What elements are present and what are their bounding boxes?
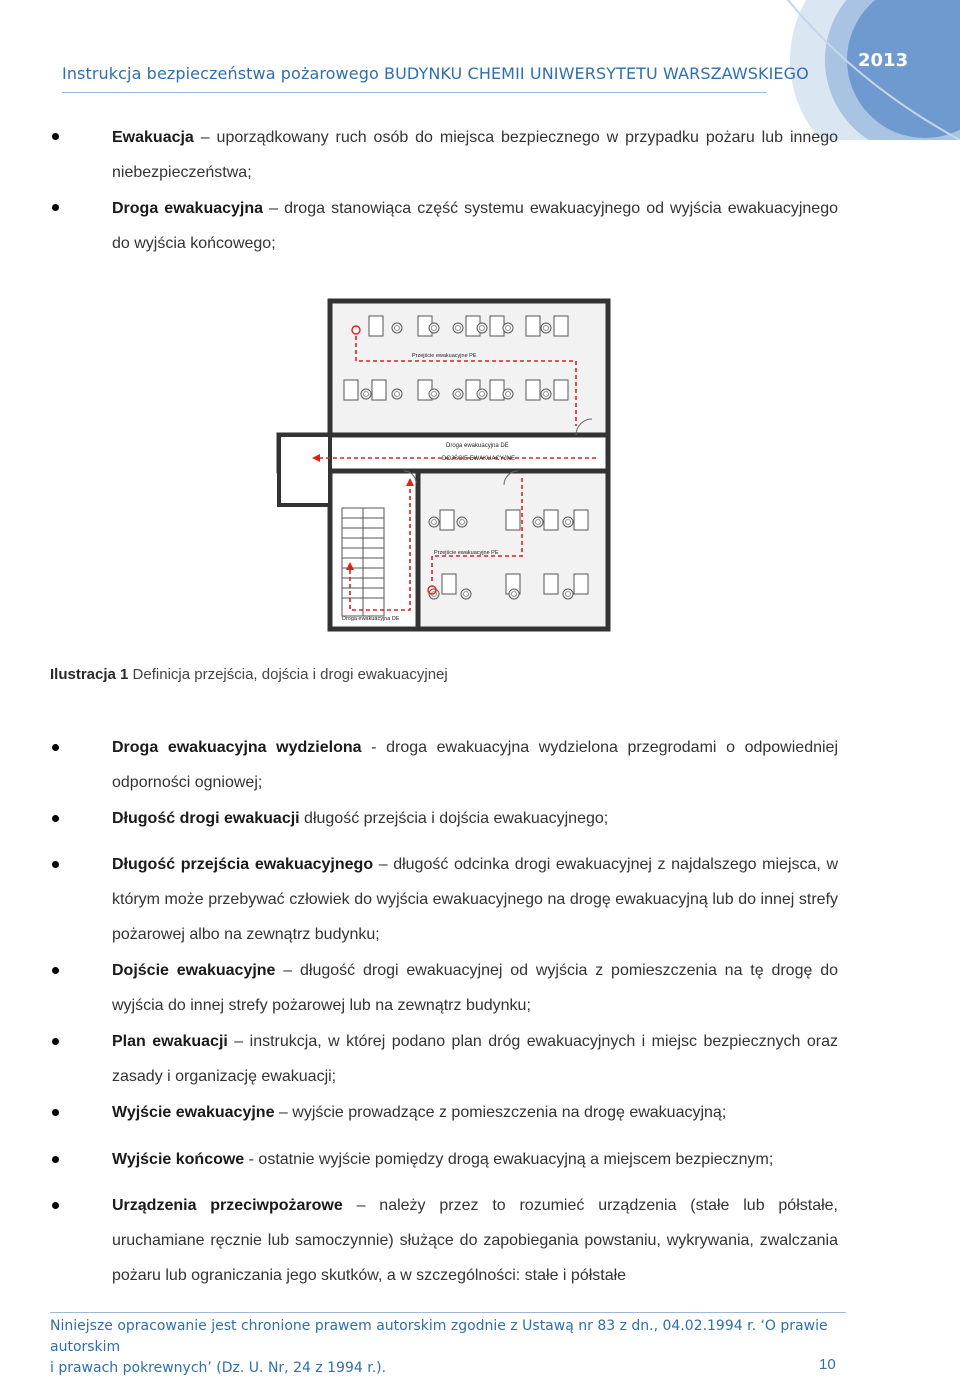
label-droga-de-bottom: Droga ewakuacyjna DE [342,616,400,622]
definition-text: długość przejścia i dojścia ewakuacyjnego; [299,810,609,827]
footer-divider [50,1312,846,1313]
definition-term: Dojście ewakuacyjne [112,962,276,979]
bullet [52,1109,59,1116]
bullet [52,815,59,822]
caption-label: Ilustracja 1 [50,666,129,683]
definition-dojscie [112,953,838,1023]
definition-term: Wyjście ewakuacyjne [112,1104,275,1121]
definition-urzadzenia [112,1188,838,1293]
figure-caption [50,666,448,683]
definition-dlugosc-przejscia [112,847,838,952]
definition-term: Długość przejścia ewakuacyjnego [112,856,374,873]
definition-term: Plan ewakuacji [112,1033,228,1050]
definition-text: – należy przez to rozumieć urządzenia (stałe lub półstałe, uruchamiane ręcznie lub samoczynnie) służące do zapobiegania powstaniu, wykrywania, zwalczania pożaru lub ograniczania jego skutków, a w szczególności: stałe i półstałe [112,1197,839,1284]
definition-wyjscie-koncowe [112,1142,838,1177]
definition-text: – droga stanowiąca część systemu ewakuacyjnego od wyjścia ewakuacyjnego do wyjścia końcowego; [112,200,838,252]
bullet [52,1038,59,1045]
page-number: 10 [819,1356,836,1373]
definition-text: – uporządkowany ruch osób do miejsca bezpiecznego w przypadku pożaru lub innego niebezpieczeństwa; [112,129,838,181]
definition-text: – instrukcja, w której podano plan dróg ewakuacyjnych i miejsc bezpiecznych oraz zasady i organizację ewakuacji; [112,1033,838,1085]
bullet [52,967,59,974]
definition-text: - ostatnie wyjście pomiędzy drogą ewakuacyjną a miejscem bezpiecznym; [244,1151,774,1168]
label-przejscie-top: Przejście ewakuacyjne PE [412,353,477,359]
definition-wyjscie-ewakuacyjne [112,1095,838,1130]
label-droga-de: Droga ewakuacyjna DE [446,443,509,449]
definition-term: Droga ewakuacyjna wydzielona [112,739,362,756]
definition-text: – długość drogi ewakuacyjnej od wyjścia z pomieszczenia na tę drogę do wyjścia do innej strefy pożarowej lub na zewnątrz budynku; [112,962,838,1014]
definition-droga-wydzielona [112,730,838,800]
definition-text: – wyjście prowadzące z pomieszczenia na drogę ewakuacyjną; [274,1104,727,1121]
bullet [52,204,59,211]
label-dojscie: DOJŚCIE EWAKUACYJNE [442,456,516,462]
definition-term: Ewakuacja [112,129,194,146]
bullet [52,1156,59,1163]
document-title: Instrukcja bezpieczeństwa pożarowego BUDYNKU CHEMII UNIWERSYTETU WARSZAWSKIEGO [62,64,809,83]
definition-term: Wyjście końcowe [112,1151,245,1168]
definition-plan-ewakuacji [112,1024,838,1094]
definition-term: Długość drogi ewakuacji [112,810,300,827]
definition-ewakuacja [112,120,838,190]
bullet [52,861,59,868]
definition-droga-ewakuacyjna [112,191,838,261]
copyright-line-1: Niniejsze opracowanie jest chronione prawem autorskim zgodnie z Ustawą nr 83 z dn., 04.02.1994 r. ‘O prawie autorskim [50,1318,828,1355]
bullet [52,1202,59,1209]
year-badge: 2013 [858,50,909,71]
evacuation-floor-plan [276,298,612,632]
copyright-notice [50,1316,850,1379]
bullet [52,133,59,140]
caption-text: Definicja przejścia, dojścia i drogi ewakuacyjnej [128,666,448,683]
bullet [52,744,59,751]
header-divider [62,92,767,93]
definition-text: - droga ewakuacyjna wydzielona przegrodami o odpowiedniej odporności ogniowej; [112,739,838,791]
definition-term: Droga ewakuacyjna [112,200,264,217]
definition-dlugosc-drogi [112,801,838,836]
definition-text: – długość odcinka drogi ewakuacyjnej z najdalszego miejsca, w którym może przebywać człowiek do wyjścia ewakuacyjnego na drogę ewakuacyjną lub do innej strefy pożarowej albo na zewnątrz budynku; [112,856,839,943]
label-przejscie-bottom: Przejście ewakuacyjne PE [434,550,499,556]
copyright-line-2: i prawach pokrewnych’ (Dz. U. Nr, 24 z 1994 r.). [50,1360,387,1376]
definition-term: Urządzenia przeciwpożarowe [112,1197,343,1214]
